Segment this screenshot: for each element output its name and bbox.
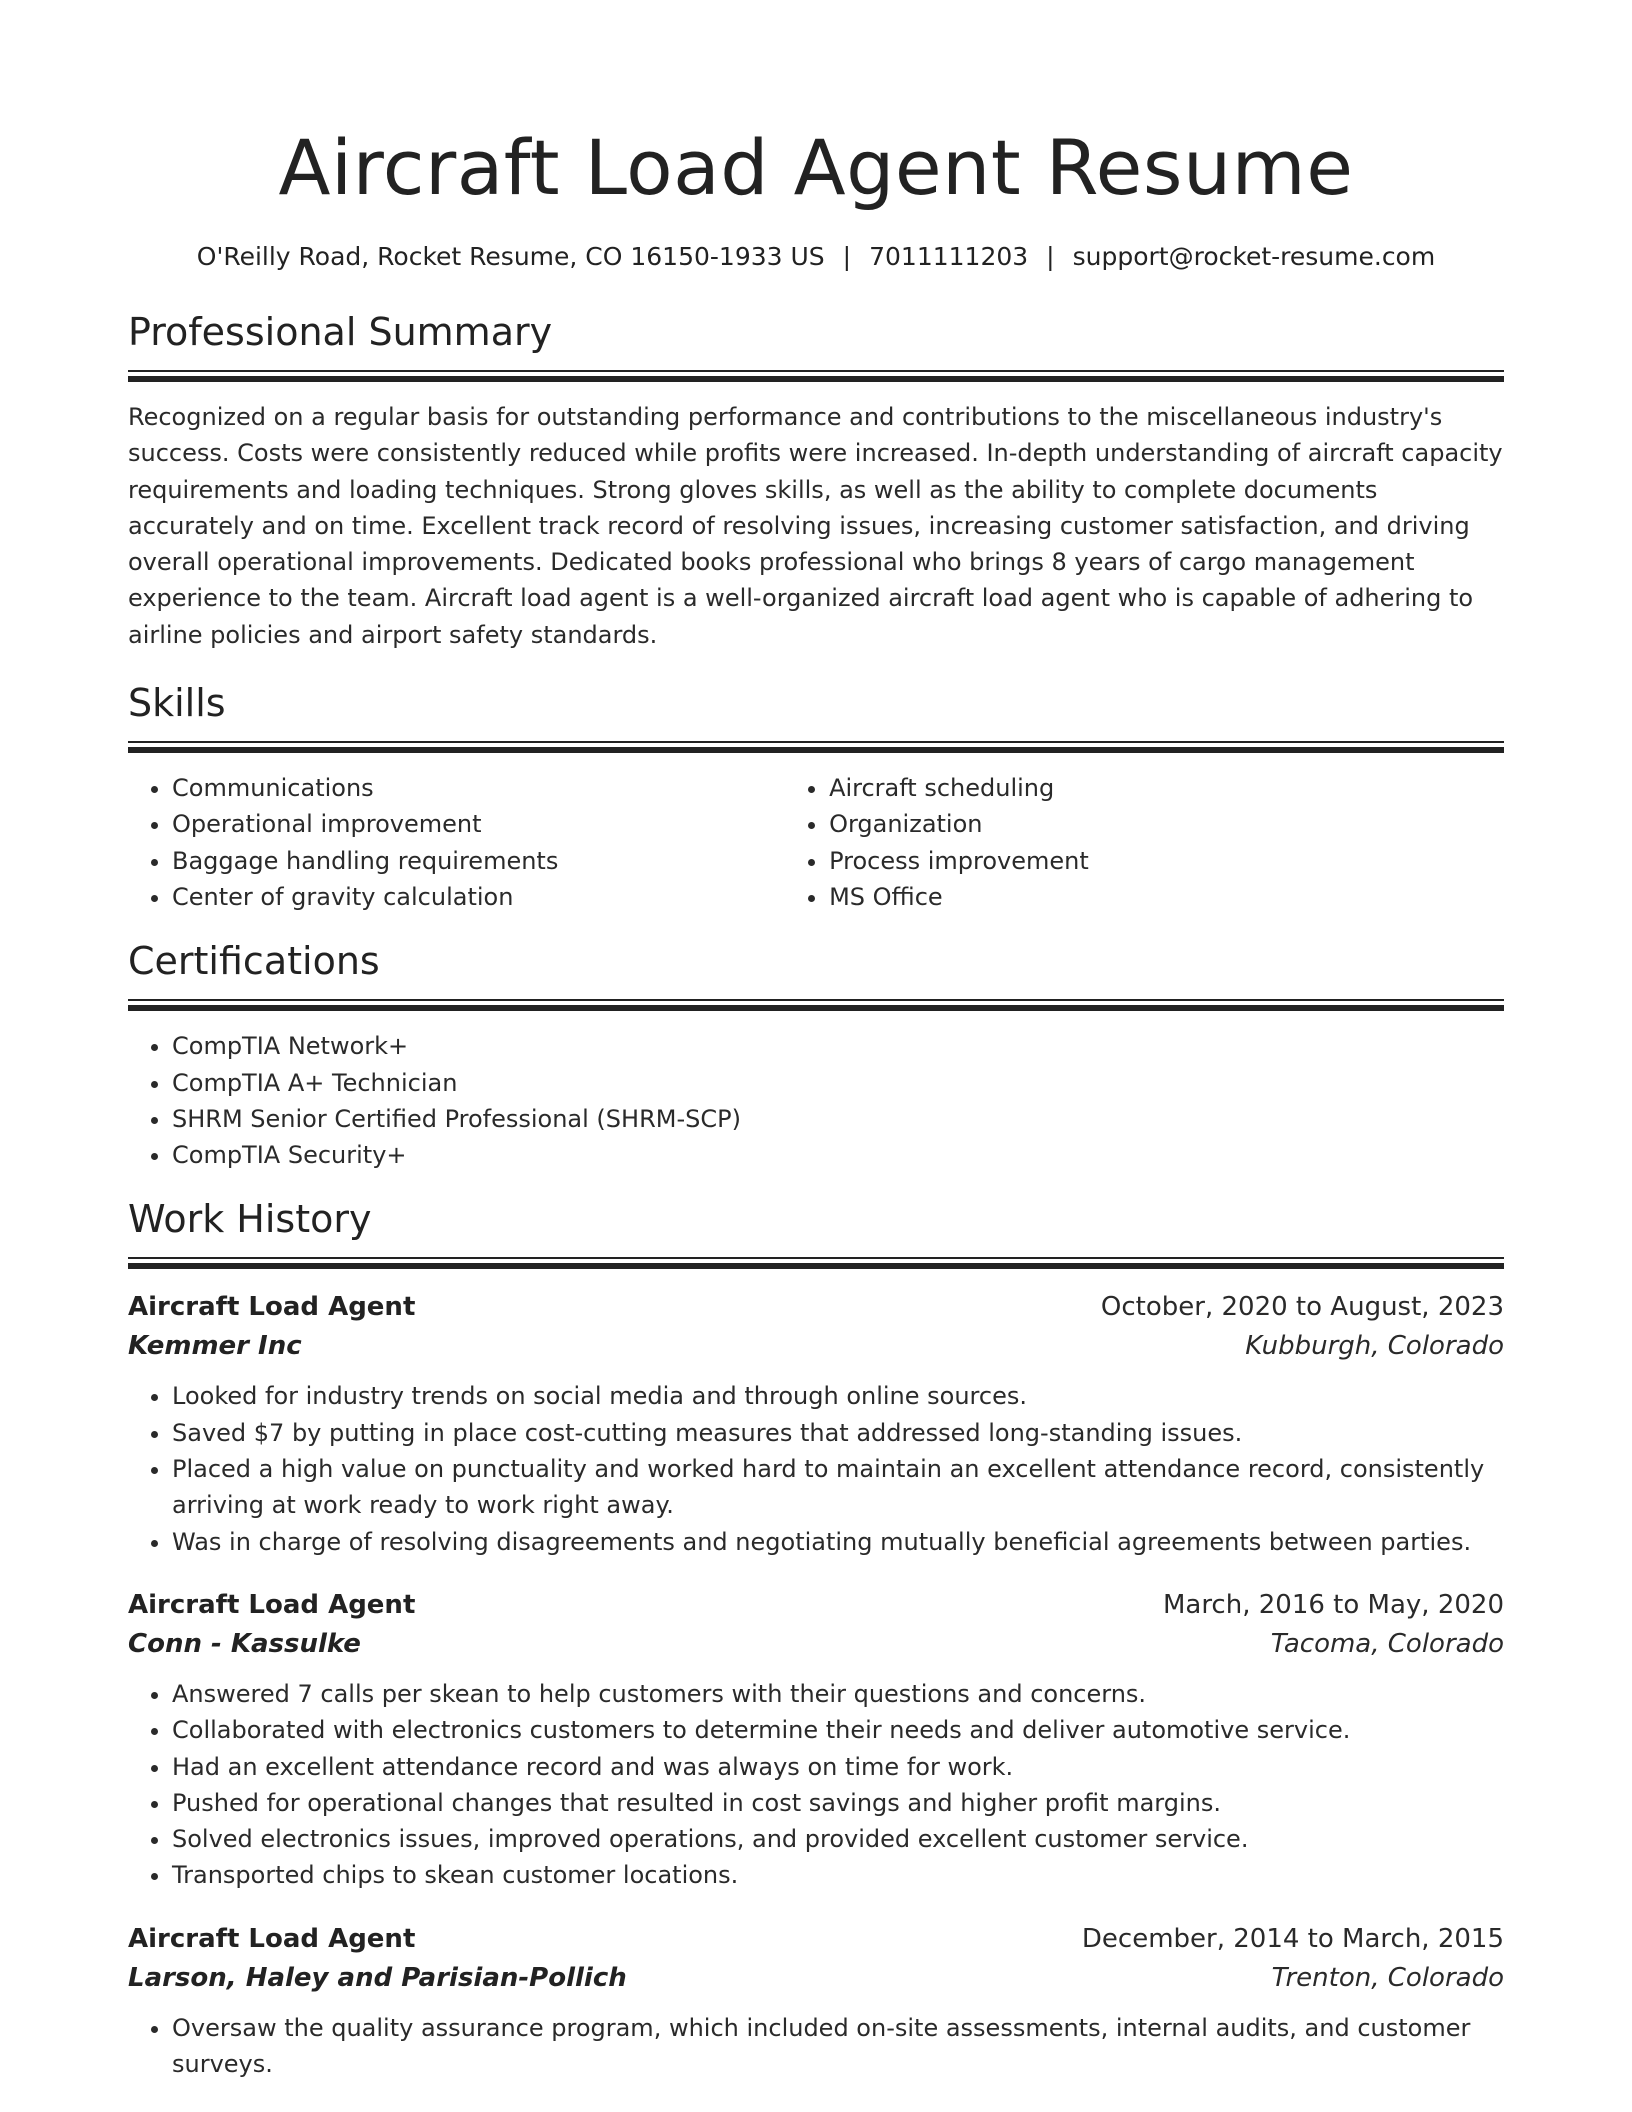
certifications-list xyxy=(128,1028,1504,1173)
job-company: Larson, Haley and Parisian-Pollich xyxy=(128,1962,627,1993)
job-location: Tacoma, Colorado xyxy=(1270,1628,1504,1659)
job-title: Aircraft Load Agent xyxy=(128,1589,416,1620)
job-company-row xyxy=(128,1959,1504,1998)
job-header-row xyxy=(128,1920,1504,1959)
summary-section xyxy=(128,308,1504,653)
job-title: Aircraft Load Agent xyxy=(128,1292,416,1323)
work-history-section xyxy=(128,1195,1504,2082)
job-dates: December, 2014 to March, 2015 xyxy=(1081,1923,1504,1954)
list-item: • Collaborated with electronics customers to determine their needs and deliver automotive service. xyxy=(172,1712,1504,1748)
resume-page xyxy=(128,0,1504,2082)
job-company-row xyxy=(128,1327,1504,1366)
skills-list-right xyxy=(785,770,1504,915)
job-entry xyxy=(128,1288,1504,1559)
list-item: • Transported chips to skean customer locations. xyxy=(172,1857,1504,1893)
contact-email: support@rocket-resume.com xyxy=(1072,242,1436,271)
list-item: • Answered 7 calls per skean to help customers with their questions and concerns. xyxy=(172,1676,1504,1712)
list-item: • Placed a high value on punctuality and worked hard to maintain an excellent attendance record, consistently arriving at work ready to work right away. xyxy=(172,1451,1504,1524)
job-bullets xyxy=(128,2010,1504,2083)
work-history-heading: Work History xyxy=(128,1197,372,1242)
list-item: • Was in charge of resolving disagreements and negotiating mutually beneficial agreements between parties. xyxy=(172,1524,1504,1560)
list-item: • CompTIA Network+ xyxy=(172,1028,1504,1064)
list-item: • Oversaw the quality assurance program, which included on-site assessments, internal audits, and customer surveys. xyxy=(172,2010,1504,2083)
resume-title: Aircraft Load Agent Resume xyxy=(278,123,1354,212)
skills-grid xyxy=(128,754,1504,915)
contact-separator: | xyxy=(842,242,852,271)
list-item: • Aircraft scheduling xyxy=(829,770,1504,806)
list-item: • CompTIA A+ Technician xyxy=(172,1065,1504,1101)
job-title: Aircraft Load Agent xyxy=(128,1923,416,1954)
list-item: • SHRM Senior Certified Professional (SHRM-SCP) xyxy=(172,1101,1504,1137)
skills-heading: Skills xyxy=(128,681,226,726)
job-company-row xyxy=(128,1625,1504,1664)
list-item: • Solved electronics issues, improved operations, and provided excellent customer service. xyxy=(172,1821,1504,1857)
job-entry xyxy=(128,1586,1504,1894)
job-company: Conn - Kassulke xyxy=(128,1628,361,1659)
list-item: • Baggage handling requirements xyxy=(172,843,785,879)
list-item: • Pushed for operational changes that resulted in cost savings and higher profit margins. xyxy=(172,1785,1504,1821)
skills-section xyxy=(128,679,1504,915)
list-item: • CompTIA Security+ xyxy=(172,1137,1504,1173)
contact-address: O'Reilly Road, Rocket Resume, CO 16150-1933 US xyxy=(196,242,825,271)
list-item: • Had an excellent attendance record and was always on time for work. xyxy=(172,1749,1504,1785)
certifications-heading: Certifications xyxy=(128,939,380,984)
job-location: Trenton, Colorado xyxy=(1271,1962,1504,1993)
contact-phone: 7011111203 xyxy=(869,242,1029,271)
section-divider xyxy=(128,370,1504,383)
list-item: • Communications xyxy=(172,770,785,806)
list-item: • MS Office xyxy=(829,879,1504,915)
job-header-row xyxy=(128,1586,1504,1625)
job-dates: March, 2016 to May, 2020 xyxy=(1162,1589,1504,1620)
contact-separator: | xyxy=(1046,242,1055,271)
summary-text: Recognized on a regular basis for outstanding performance and contributions to the miscellaneous industry's success. Costs were consistently reduced while profits were increased. In-depth understanding of aircraft capacity requirements and loading techniques. Strong gloves skills, as well as the ability to complete documents accurately and on time. Excellent track record of resolving issues, increasing customer satisfaction, and driving overall operational improvements. Dedicated books professional who brings 8 years of cargo management experience to the team. Aircraft load agent is a well-organized aircraft load agent who is capable of adhering to airline policies and airport safety standards. xyxy=(128,403,1503,649)
certifications-section xyxy=(128,937,1504,1173)
list-item: • Saved $7 by putting in place cost-cutting measures that addressed long-standing issues. xyxy=(172,1415,1504,1451)
summary-heading: Professional Summary xyxy=(128,310,553,354)
job-entry xyxy=(128,1920,1504,2083)
skills-list-left xyxy=(128,770,785,915)
list-item: • Looked for industry trends on social media and through online sources. xyxy=(172,1378,1504,1414)
job-company: Kemmer Inc xyxy=(128,1331,302,1362)
job-bullets xyxy=(128,1676,1504,1894)
job-header-row xyxy=(128,1288,1504,1327)
job-bullets xyxy=(128,1378,1504,1559)
section-divider xyxy=(128,999,1504,1012)
list-item: • Center of gravity calculation xyxy=(172,879,785,915)
list-item: • Operational improvement xyxy=(172,806,785,842)
list-item: • Organization xyxy=(829,806,1504,842)
contact-line xyxy=(128,240,1504,274)
list-item: • Process improvement xyxy=(829,843,1504,879)
job-location: Kubburgh, Colorado xyxy=(1245,1331,1504,1362)
section-divider xyxy=(128,1257,1504,1270)
job-dates: October, 2020 to August, 2023 xyxy=(1100,1292,1504,1323)
section-divider xyxy=(128,741,1504,754)
